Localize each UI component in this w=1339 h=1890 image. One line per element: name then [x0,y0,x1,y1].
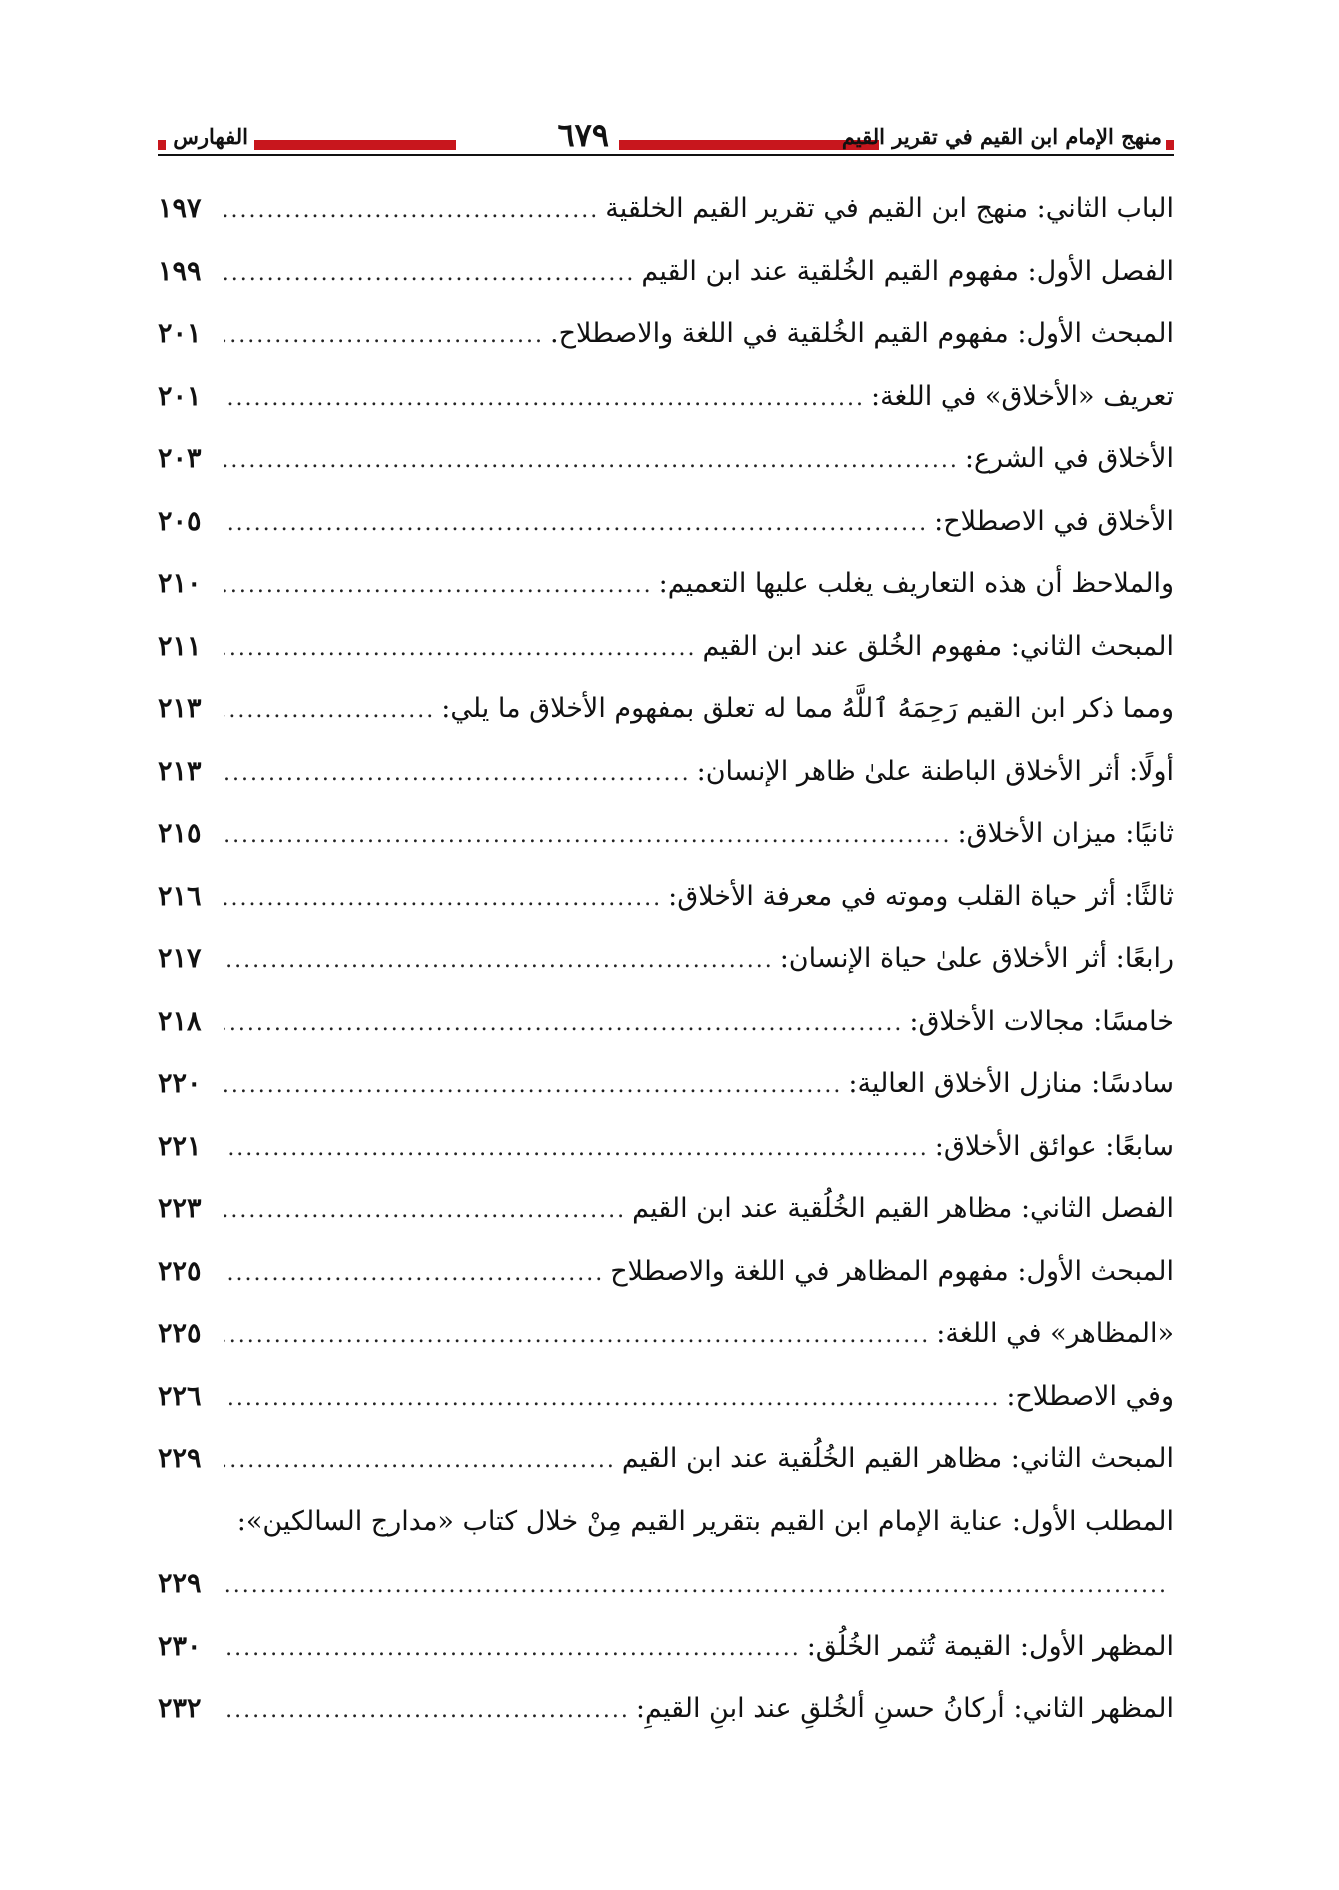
toc-entry [158,241,1174,304]
toc-entry-title: خامسًا: مجالات الأخلاق: [909,1005,1174,1037]
toc-entry-title: الأخلاق في الشرع: [964,443,1174,474]
toc-entry-title: الفصل الأول: مفهوم القيم الخُلقية عند ابن القيم [641,255,1174,287]
toc-leader-dots [224,1180,626,1243]
toc-leader-dots [224,1118,929,1181]
toc-entry-title: ثانيًا: ميزان الأخلاق: [957,818,1174,849]
toc-entry [158,1053,1174,1116]
toc-entry-page: ٢١٣ [158,755,202,787]
book-title: منهج الإمام ابن القيم في تقرير القيم [841,124,1162,149]
toc-leader-dots [224,1368,1000,1431]
toc-leader-dots [224,618,697,681]
toc-leader-dots [224,493,928,556]
toc-leader-dots [224,930,774,993]
toc-entry [158,741,1174,804]
toc-entry-page: ٢٣٠ [158,1630,202,1662]
toc-leader-dots [224,1243,604,1306]
toc-entry [158,928,1174,991]
toc-leader-dots [224,805,952,868]
toc-entry-title: المبحث الثاني: مظاهر القيم الخُلُقية عند ابن القيم [621,1443,1174,1474]
toc-entry-title: الفصل الثاني: مظاهر القيم الخُلُقية عند ابن القيم [632,1193,1174,1224]
toc-entry [158,866,1174,929]
toc-entry-title: المبحث الأول: مفهوم القيم الخُلقية في اللغة والاصطلاح. [550,318,1174,349]
toc-entry-title: المظهر الثاني: أركانُ حسنِ ألخُلقِ عند ابنِ القيمِ: [635,1693,1174,1724]
header-bar-mid-right [619,140,879,150]
toc-entry [158,1491,1174,1554]
toc-entry-page: ٢٢٣ [158,1193,202,1224]
toc-entry-title: وفي الاصطلاح: [1006,1380,1174,1412]
toc-entry-title: سابعًا: عوائق الأخلاق: [934,1130,1174,1162]
toc-entry-page: ٢٣٢ [158,1693,202,1724]
toc-entry-page: ٢٢٥ [158,1255,202,1287]
toc-leader-dots [224,1055,842,1118]
toc-entry [158,803,1174,866]
toc-leader-dots [224,1555,1168,1618]
toc-entry-title: رابعًا: أثر الأخلاق علىٰ حياة الإنسان: [779,943,1174,974]
toc-entry-page: ٢١٧ [158,943,202,974]
header-bar-mid-left [254,140,456,150]
toc-leader-dots [224,430,959,493]
toc-entry-page: ٢١٦ [158,880,202,912]
toc-entry [158,678,1174,741]
toc-entry [158,1303,1174,1366]
toc-entry-title: المبحث الأول: مفهوم المظاهر في اللغة والاصطلاح [610,1255,1174,1287]
toc-entry-page: ٢١٨ [158,1005,202,1037]
toc-entry [158,178,1174,241]
toc-entry-page: ٢٢٩ [158,1443,202,1474]
toc-entry-title: ومما ذكر ابن القيم رَحِمَهُ ٱللَّهُ مما له تعلق بمفهوم الأخلاق ما يلي: [441,693,1174,724]
toc-entry [158,1366,1174,1429]
toc-entry-page: ٢٢١ [158,1130,202,1162]
toc-entry-page: ٢٠٣ [158,443,202,474]
toc-leader-dots [224,993,903,1056]
table-of-contents [158,178,1174,1741]
page-number: ٦٧٩ [557,116,609,154]
toc-entry-continuation [158,1553,1174,1616]
toc-leader-dots [224,243,635,306]
toc-entry [158,1616,1174,1679]
toc-leader-dots [224,1430,616,1493]
toc-leader-dots [224,1680,630,1743]
toc-entry-page: ٢٢٠ [158,1068,202,1099]
toc-leader-dots [224,680,435,743]
toc-entry-page: ٢١٠ [158,568,202,599]
toc-entry [158,491,1174,554]
running-header [158,116,1174,156]
header-bar-left [158,140,166,150]
toc-entry-page: ٢٠١ [158,380,202,412]
toc-entry [158,366,1174,429]
toc-entry-page: ١٩٩ [158,255,202,287]
toc-entry [158,303,1174,366]
toc-entry-page: ٢١٥ [158,818,202,849]
header-rule [158,154,1174,156]
toc-entry [158,991,1174,1054]
toc-leader-dots [224,368,865,431]
toc-leader-dots [224,180,599,243]
toc-entry-title: ثالثًا: أثر حياة القلب وموته في معرفة الأخلاق: [668,880,1174,912]
toc-entry-page: ١٩٧ [158,193,202,224]
toc-entry-title: تعريف «الأخلاق» في اللغة: [870,380,1174,412]
toc-entry-title: المبحث الثاني: مفهوم الخُلق عند ابن القيم [702,630,1174,662]
toc-entry [158,616,1174,679]
toc-leader-dots [224,868,662,931]
toc-entry-title: المطلب الأول: عناية الإمام ابن القيم بتقرير القيم مِنْ خلال كتاب «مدارج السالكين»: [236,1505,1174,1537]
toc-entry-title: الباب الثاني: منهج ابن القيم في تقرير القيم الخلقية [605,193,1174,224]
toc-entry [158,1178,1174,1241]
toc-leader-dots [224,1618,801,1681]
toc-entry-page: ٢٢٥ [158,1318,202,1349]
toc-entry [158,428,1174,491]
toc-entry-title: والملاحظ أن هذه التعاريف يغلب عليها التعميم: [658,568,1174,599]
toc-entry-title: المظهر الأول: القيمة تُثمر الخُلُق: [806,1630,1174,1662]
toc-leader-dots [224,555,653,618]
header-bar-right [1166,140,1174,150]
toc-entry [158,1678,1174,1741]
toc-entry-page: ٢٠١ [158,318,202,349]
toc-entry [158,1428,1174,1491]
toc-entry-page: ٢١١ [158,630,202,662]
toc-entry-title: الأخلاق في الاصطلاح: [934,505,1174,537]
toc-entry [158,1116,1174,1179]
toc-entry-page: ٢٢٩ [158,1568,202,1599]
toc-entry-page: ٢٠٥ [158,505,202,537]
toc-entry-title: «المظاهر» في اللغة: [936,1318,1174,1349]
toc-entry-title: أولًا: أثر الأخلاق الباطنة علىٰ ظاهر الإنسان: [696,755,1174,787]
toc-leader-dots [224,1305,930,1368]
toc-entry-page: ٢٢٦ [158,1380,202,1412]
toc-entry [158,1241,1174,1304]
toc-leader-dots [224,305,544,368]
toc-entry [158,553,1174,616]
toc-entry-page: ٢١٣ [158,693,202,724]
toc-entry-title: سادسًا: منازل الأخلاق العالية: [848,1068,1174,1099]
toc-leader-dots [224,743,691,806]
section-title: الفهارس [173,124,248,149]
